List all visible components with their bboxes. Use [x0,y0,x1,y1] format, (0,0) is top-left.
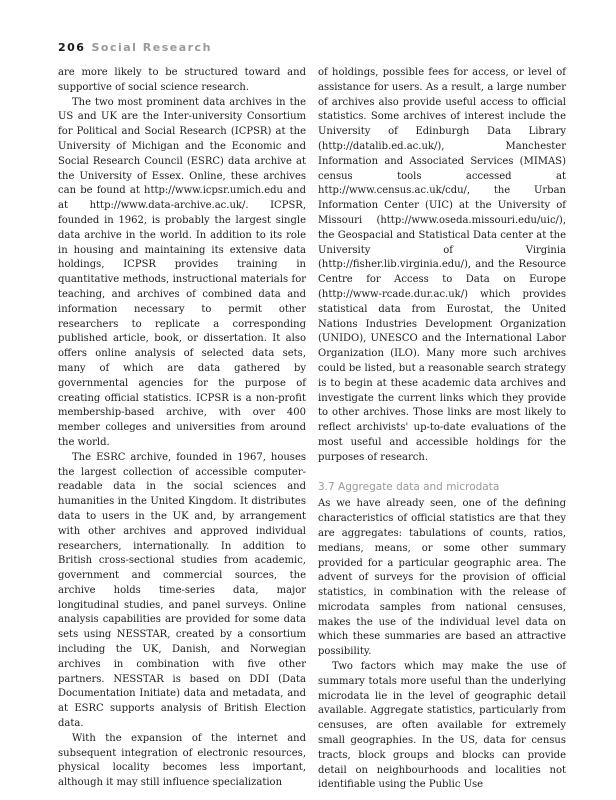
paragraph: Two factors which may make the use of summary totals more useful than the underlying microdata lie in the level of geographic detail available. Aggregate statistics, particularly from censuses, are often available for extremely small geographies. In the US, data for census tracts, block groups and blocks can provide detail on neighbourhoods and localities not identifiable using the Public Use [318,661,566,791]
section-heading: 3.7 Aggregate data and microdata [318,480,500,493]
running-title: Social Research [91,41,212,54]
right-column [318,66,566,793]
paragraph: The two most prominent data archives in the US and UK are the Inter-university Consortium for Political and Social Research (ICPSR) at the University of Michigan and the Economic and Social Research Council (ESRC) data archive at the University of Essex. Online, these archives can be found at http://www.icpsr.umich.edu and at http://www.data-archive.ac.uk/. ICPSR, founded in 1962, is probably the largest single data archive in the world. In addition to its role in housing and maintaining its extensive data holdings, ICPSR provides training in quantitative methods, instructional materials for teaching, and archives of combined data and information necessary to permit other researchers to replicate a corresponding published article, book, or dissertation. It also offers online analysis of selected data sets, many of which are data gathered by governmental agencies for the purpose of creating official statistics. ICPSR is a non-profit membership-based archive, with over 400 member colleges and universities from around the world. [58,96,306,448]
paragraph: are more likely to be structured toward and supportive of social science research. [58,67,306,93]
paragraph: With the expansion of the internet and subsequent integration of electronic resources, physical locality becomes less important, although it may still influence specialization [58,732,306,789]
paragraph: As we have already seen, one of the defining characteristics of official statistics are that they are aggregates: tabulations of counts, ratios, medians, means, or some other summary provided for a particular geographic area. The advent of surveys for the provision of official statistics, in combination with the release of microdata samples from national censuses, makes the use of the individual level data on which these summaries are based an attractive possibility. [318,498,566,658]
paragraph: of holdings, possible fees for access, or level of assistance for users. As a result, a large number of archives also provide useful access to official statistics. Some archives of interest include the University of Edinburgh Data Library (http://datalib.ed.ac.uk/), Manchester Information and Associated Services (MIMAS) census tools accessed at http://www.census.ac.uk/cdu/, the Urban Information Center (UIC) at the University of Missouri (http://www.oseda.missouri.edu/uic/), the Geospacial and Statistical Data center at the University of Virginia (http://fisher.lib.virginia.edu/), and the Resource Centre for Access to Data on Europe (http://www-rcade.dur.ac.uk/) which provides statistical data from Eurostat, the United Nations Industries Development Organization (UNIDO), UNESCO and the International Labor Organization (ILO). Many more such archives could be listed, but a reasonable search strategy is to begin at these academic data archives and investigate the current links which they provide to other archives. Those links are most likely to reflect archivists' up-to-date evaluations of the most useful and accessible holdings for the purposes of research. [318,67,566,463]
running-header [58,41,212,54]
paragraph: The ESRC archive, founded in 1967, houses the largest collection of accessible computer-readable data in the social sciences and humanities in the United Kingdom. It distributes data to users in the UK and, by arrangement with other archives and approved individual researchers, internationally. In addition to British cross-sectional studies from academic, government and commercial sources, the archive holds time-series data, major longitudinal studies, and panel surveys. Online analysis capabilities are provided for some data sets using NESSTAR, created by a consortium including the UK, Danish, and Norwegian archives in combination with five other partners. NESSTAR is based on DDI (Data Documentation Initiate) data and metadata, and at ESRC supports analysis of British Election data. [58,451,306,730]
page-number: 206 [58,41,86,54]
left-column [58,66,306,791]
